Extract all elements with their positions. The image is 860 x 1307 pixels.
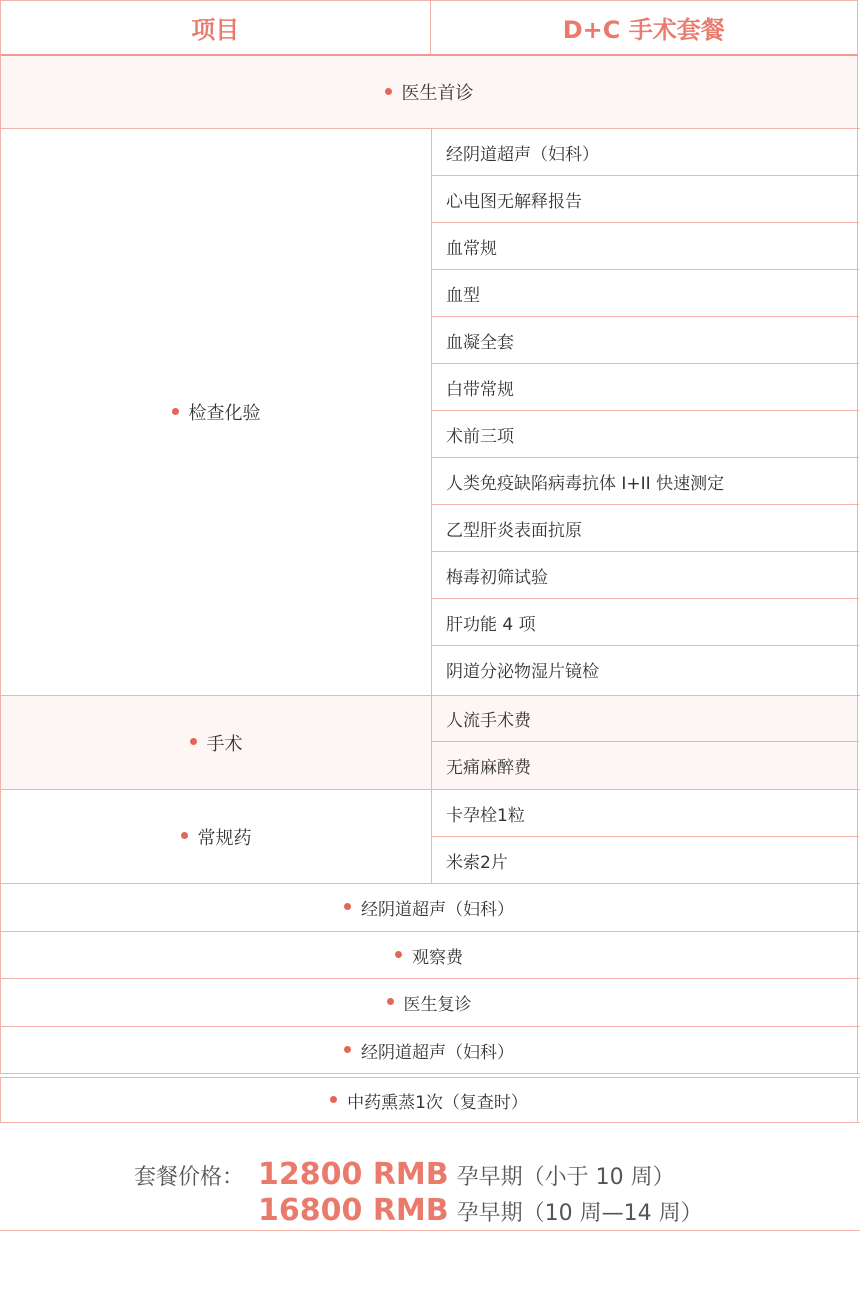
list-item: 血型 (432, 270, 859, 317)
price-period: 孕早期（10 周—14 周） (456, 1201, 703, 1226)
bullet-icon (172, 408, 179, 415)
divider (0, 1122, 860, 1123)
price-option (258, 1157, 675, 1192)
section-medication (0, 790, 858, 883)
bullet-icon (190, 738, 197, 745)
row-label: 医生复诊 (403, 995, 472, 1015)
list-item: 经阴道超声（妇科） (432, 129, 859, 176)
bullet-icon (344, 1046, 351, 1053)
exam-category (1, 129, 431, 695)
list-item: 阴道分泌物湿片镜检 (446, 662, 599, 682)
price-amount: 16800 RMB (258, 1193, 449, 1228)
list-item: 梅毒初筛试验 (432, 552, 859, 599)
surgery-category (1, 696, 431, 789)
list-item: 人类免疫缺陷病毒抗体 I+II 快速测定 (432, 458, 859, 505)
list-item: 无痛麻醉费 (446, 758, 531, 778)
price-option (258, 1193, 703, 1228)
list-item: 肝功能 4 项 (432, 599, 859, 646)
list-item: 乙型肝炎表面抗原 (432, 505, 859, 552)
row-doctor-revisit (0, 979, 858, 1026)
bullet-icon (181, 832, 188, 839)
bullet-icon (395, 951, 402, 958)
row-herbal-fumigation (0, 1078, 858, 1122)
price-label: 套餐价格： (134, 1165, 245, 1190)
row-doctor-first-visit (0, 56, 858, 128)
row-label: 观察费 (412, 947, 463, 968)
list-item: 人流手术费 (432, 696, 859, 742)
surgery-category-label: 手术 (206, 733, 243, 755)
bullet-icon (385, 88, 392, 95)
price-period: 孕早期（小于 10 周） (456, 1165, 675, 1190)
bullet-icon (387, 998, 394, 1005)
divider (0, 1073, 860, 1074)
list-item: 白带常规 (432, 364, 859, 411)
row-revisit-ultrasound (0, 1027, 858, 1073)
surgery-items (431, 696, 859, 789)
row-observation-fee (0, 932, 858, 978)
medication-items (431, 790, 859, 883)
exam-category-label: 检查化验 (188, 403, 261, 424)
header-item-column: 项目 (1, 1, 431, 54)
row-label: 经阴道超声（妇科） (361, 900, 514, 920)
row-label: 经阴道超声（妇科） (361, 1042, 514, 1063)
table-header (0, 0, 858, 56)
row-label: 中药熏蒸1次（复查时） (347, 1092, 528, 1113)
divider (0, 1077, 860, 1078)
price-amount: 12800 RMB (258, 1157, 449, 1192)
list-item: 心电图无解释报告 (432, 176, 859, 223)
exam-items (431, 129, 859, 695)
list-item: 血凝全套 (432, 317, 859, 364)
list-item: 血常规 (432, 223, 859, 270)
list-item: 术前三项 (432, 411, 859, 458)
section-exam (0, 129, 858, 695)
row-followup-ultrasound (0, 884, 858, 931)
bullet-icon (344, 903, 351, 910)
divider (0, 1230, 860, 1231)
section-surgery (0, 696, 858, 789)
medication-category (1, 790, 431, 883)
bullet-icon (330, 1096, 337, 1103)
doctor-first-visit-label: 医生首诊 (401, 83, 474, 104)
list-item: 米索2片 (446, 852, 508, 873)
list-item: 卡孕栓1粒 (432, 790, 859, 837)
header-package-column: D+C 手术套餐 (562, 16, 725, 44)
medication-category-label: 常规药 (197, 827, 252, 849)
